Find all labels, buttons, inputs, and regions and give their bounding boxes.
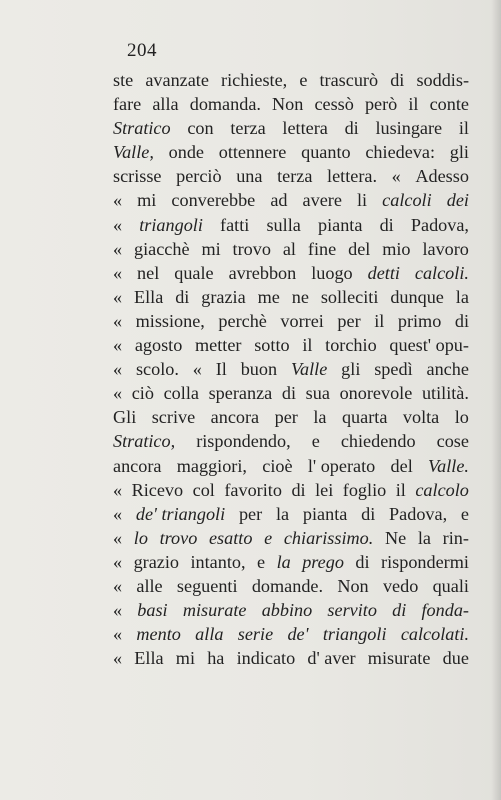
italic-word: Valle bbox=[290, 359, 328, 380]
word: al bbox=[282, 238, 296, 259]
word: e bbox=[460, 503, 469, 524]
word: cose bbox=[436, 431, 469, 452]
word: per bbox=[238, 503, 263, 524]
word: solleciti bbox=[320, 286, 379, 307]
italic-word: trovo bbox=[159, 527, 198, 548]
word: agosto bbox=[134, 335, 183, 356]
word: chiedendo bbox=[340, 431, 416, 452]
word: Padova, bbox=[410, 214, 469, 235]
text-line bbox=[113, 454, 469, 478]
word: grazia bbox=[201, 286, 246, 307]
italic-word: di bbox=[392, 600, 407, 621]
word: lavoro bbox=[422, 238, 469, 259]
word: volta bbox=[402, 407, 440, 428]
word: « bbox=[113, 479, 123, 500]
word: quest' opu- bbox=[389, 335, 469, 356]
word: nel bbox=[137, 262, 160, 283]
word: avanzate bbox=[145, 70, 209, 90]
body-text bbox=[113, 68, 469, 670]
word: rin- bbox=[442, 527, 469, 548]
word: « bbox=[113, 262, 123, 283]
word: mi bbox=[201, 238, 221, 259]
word: cessò bbox=[314, 94, 354, 115]
text-line bbox=[113, 261, 469, 285]
word: indicato bbox=[236, 648, 296, 669]
word: sulla bbox=[266, 214, 301, 235]
word: sua bbox=[305, 383, 330, 404]
text-line bbox=[113, 598, 469, 622]
word: avere bbox=[302, 190, 342, 211]
word: me bbox=[257, 286, 280, 307]
word: « bbox=[113, 575, 123, 596]
italic-word: serie bbox=[237, 624, 274, 645]
word: Ricevo bbox=[131, 479, 184, 500]
word: grazio bbox=[133, 551, 180, 572]
word: rispondendo, bbox=[196, 431, 291, 452]
italic-word: e bbox=[264, 527, 273, 548]
word: Gli bbox=[113, 407, 137, 428]
word: vedo bbox=[382, 575, 419, 596]
word: di bbox=[344, 118, 359, 139]
word: « bbox=[113, 214, 123, 235]
word: due bbox=[442, 648, 469, 669]
word: di bbox=[281, 383, 297, 404]
word: del bbox=[390, 455, 413, 476]
word: ciò bbox=[131, 383, 154, 404]
word: onde bbox=[168, 142, 204, 163]
word: alla bbox=[152, 94, 179, 115]
word: la bbox=[455, 286, 469, 307]
italic-word: calcolati. bbox=[400, 624, 469, 645]
word: buon bbox=[240, 359, 278, 380]
word: misurate bbox=[367, 648, 431, 669]
word: converebbe bbox=[171, 190, 256, 211]
italic-word: fonda- bbox=[421, 600, 469, 621]
page-number: 204 bbox=[127, 40, 157, 61]
word: colla bbox=[163, 383, 199, 404]
italic-word: mento bbox=[136, 624, 181, 645]
text-line bbox=[113, 285, 469, 309]
word: scolo. bbox=[135, 359, 179, 380]
text-line bbox=[113, 333, 469, 357]
word: il bbox=[395, 479, 406, 500]
word: perchè bbox=[218, 310, 267, 331]
word: di bbox=[291, 479, 306, 500]
word: « bbox=[113, 600, 123, 621]
word: però bbox=[364, 94, 398, 115]
word: « bbox=[113, 624, 123, 645]
word: mio bbox=[382, 238, 411, 259]
word: Non bbox=[272, 94, 304, 115]
word: lei bbox=[315, 479, 334, 500]
text-line bbox=[113, 550, 469, 574]
italic-word: basi bbox=[137, 600, 168, 621]
word: « bbox=[391, 166, 401, 187]
word: d' aver bbox=[307, 648, 356, 669]
text-line bbox=[113, 140, 469, 164]
word: ottennere bbox=[218, 142, 287, 163]
word: domande. bbox=[251, 575, 324, 596]
word: anche bbox=[426, 359, 469, 380]
italic-word: Valle. bbox=[428, 455, 469, 476]
word: l' operato bbox=[307, 455, 376, 476]
word: chiedeva: bbox=[365, 142, 436, 163]
text-line bbox=[113, 622, 469, 646]
italic-word: calcoli bbox=[382, 190, 432, 211]
word: scrisse bbox=[113, 166, 162, 187]
italic-word: abbino bbox=[261, 600, 313, 621]
word: spedì bbox=[374, 359, 413, 380]
text-line bbox=[113, 478, 469, 502]
word: intanto, bbox=[190, 551, 246, 572]
word: ancora bbox=[210, 407, 260, 428]
word: conte bbox=[429, 94, 469, 115]
word: lettera bbox=[282, 118, 328, 139]
word: « bbox=[113, 359, 123, 380]
word: quale bbox=[174, 262, 214, 283]
word: gli bbox=[449, 142, 469, 163]
word: di bbox=[361, 503, 376, 524]
italic-word: triangoli bbox=[322, 624, 387, 645]
italic-word: servito bbox=[327, 600, 377, 621]
word: lettera. bbox=[327, 166, 378, 187]
word: la bbox=[417, 527, 431, 548]
word: speranza bbox=[208, 383, 273, 404]
word: ad bbox=[270, 190, 288, 211]
word: e bbox=[311, 431, 320, 452]
word: ancora bbox=[113, 455, 162, 476]
word: ste bbox=[113, 70, 134, 90]
word: fatti bbox=[220, 214, 250, 235]
italic-word: de' bbox=[287, 624, 309, 645]
word: pianta bbox=[317, 214, 363, 235]
word: di bbox=[355, 551, 370, 572]
italic-word: esatto bbox=[208, 527, 253, 548]
word: Adesso bbox=[415, 166, 469, 187]
word: lusingare bbox=[375, 118, 443, 139]
word: gli bbox=[341, 359, 361, 380]
word: trascurò bbox=[319, 70, 379, 90]
word: li bbox=[356, 190, 368, 211]
word: quali bbox=[432, 575, 469, 596]
word: e bbox=[299, 70, 308, 90]
text-line bbox=[113, 526, 469, 550]
italic-word: Valle, bbox=[113, 142, 154, 163]
italic-word: misurate bbox=[182, 600, 247, 621]
word: di bbox=[454, 310, 469, 331]
word: la bbox=[275, 503, 290, 524]
word: giacchè bbox=[134, 238, 190, 259]
word: il bbox=[302, 335, 313, 356]
word: mi bbox=[175, 648, 195, 669]
italic-word: dei bbox=[446, 190, 469, 211]
word: fare bbox=[113, 94, 142, 115]
word: del bbox=[348, 238, 371, 259]
word: sotto bbox=[254, 335, 290, 356]
word: il bbox=[458, 118, 469, 139]
word: di bbox=[379, 214, 394, 235]
word: Non bbox=[337, 575, 369, 596]
word: rispondermi bbox=[381, 551, 469, 572]
word: « bbox=[113, 648, 123, 669]
word: luogo bbox=[311, 262, 353, 283]
text-line bbox=[113, 309, 469, 333]
word: per bbox=[274, 407, 298, 428]
word: trovo bbox=[232, 238, 271, 259]
text-line bbox=[113, 357, 469, 381]
text-line bbox=[113, 92, 469, 116]
text-line bbox=[113, 164, 469, 188]
italic-word: prego bbox=[302, 551, 344, 572]
word: torchio bbox=[325, 335, 377, 356]
text-line bbox=[113, 68, 469, 92]
word: « bbox=[113, 383, 123, 404]
word: foglio bbox=[342, 479, 387, 500]
word: fine bbox=[307, 238, 337, 259]
word: « bbox=[113, 190, 123, 211]
text-line bbox=[113, 237, 469, 261]
word: Il bbox=[215, 359, 227, 380]
text-line bbox=[113, 405, 469, 429]
page-edge-shadow bbox=[491, 0, 501, 800]
word: utilità. bbox=[421, 383, 469, 404]
italic-word: Stratico, bbox=[113, 431, 176, 452]
italic-word: la bbox=[276, 551, 291, 572]
word: ha bbox=[207, 648, 225, 669]
word: seguenti bbox=[176, 575, 238, 596]
text-line bbox=[113, 381, 469, 405]
word: il bbox=[374, 310, 385, 331]
word: « bbox=[192, 359, 202, 380]
word: missione, bbox=[135, 310, 205, 331]
text-line bbox=[113, 502, 469, 526]
italic-word: alla bbox=[195, 624, 224, 645]
word: dunque bbox=[390, 286, 444, 307]
italic-word: detti bbox=[367, 262, 400, 283]
word: « bbox=[113, 527, 123, 548]
word: ne bbox=[291, 286, 309, 307]
word: il bbox=[408, 94, 419, 115]
word: perciò bbox=[176, 166, 222, 187]
word: richieste, bbox=[221, 70, 288, 90]
word: Ella bbox=[134, 286, 164, 307]
word: Padova, bbox=[389, 503, 448, 524]
word: quanto bbox=[301, 142, 351, 163]
text-line bbox=[113, 213, 469, 237]
word: pianta bbox=[302, 503, 348, 524]
word: alle bbox=[136, 575, 163, 596]
word: cioè bbox=[262, 455, 293, 476]
word: « bbox=[113, 551, 123, 572]
word: metter bbox=[195, 335, 242, 356]
word: domanda. bbox=[189, 94, 261, 115]
text-line bbox=[113, 574, 469, 598]
italic-word: Stratico bbox=[113, 118, 171, 139]
word: « bbox=[113, 286, 123, 307]
word: avrebbon bbox=[228, 262, 297, 283]
word: « bbox=[113, 503, 123, 524]
word: la bbox=[313, 407, 327, 428]
word: mi bbox=[137, 190, 157, 211]
word: scrive bbox=[151, 407, 196, 428]
text-line bbox=[113, 188, 469, 212]
word: quarta bbox=[341, 407, 388, 428]
text-line bbox=[113, 646, 469, 670]
word: « bbox=[113, 310, 123, 331]
word: terza bbox=[277, 166, 313, 187]
word: lo bbox=[454, 407, 469, 428]
word: per bbox=[337, 310, 361, 331]
italic-word: chiarissimo. bbox=[283, 527, 374, 548]
word: primo bbox=[397, 310, 442, 331]
word: e bbox=[257, 551, 266, 572]
text-line bbox=[113, 429, 469, 453]
word: con bbox=[187, 118, 214, 139]
text-line bbox=[113, 116, 469, 140]
word: maggiori, bbox=[176, 455, 247, 476]
word: « bbox=[113, 238, 123, 259]
word: terza bbox=[230, 118, 266, 139]
word: vorrei bbox=[280, 310, 324, 331]
italic-word: triangoli bbox=[139, 214, 203, 235]
word: di bbox=[390, 70, 405, 90]
italic-word: de' triangoli bbox=[135, 503, 226, 524]
word: col bbox=[192, 479, 215, 500]
word: onorevole bbox=[339, 383, 413, 404]
word: Ne bbox=[384, 527, 407, 548]
word: favorito bbox=[224, 479, 282, 500]
italic-word: lo bbox=[133, 527, 148, 548]
word: Ella bbox=[134, 648, 164, 669]
word: soddis- bbox=[416, 70, 469, 90]
italic-word: calcoli. bbox=[414, 262, 469, 283]
word: una bbox=[236, 166, 263, 187]
word: « bbox=[113, 335, 123, 356]
italic-word: calcolo bbox=[415, 479, 469, 500]
word: di bbox=[175, 286, 190, 307]
